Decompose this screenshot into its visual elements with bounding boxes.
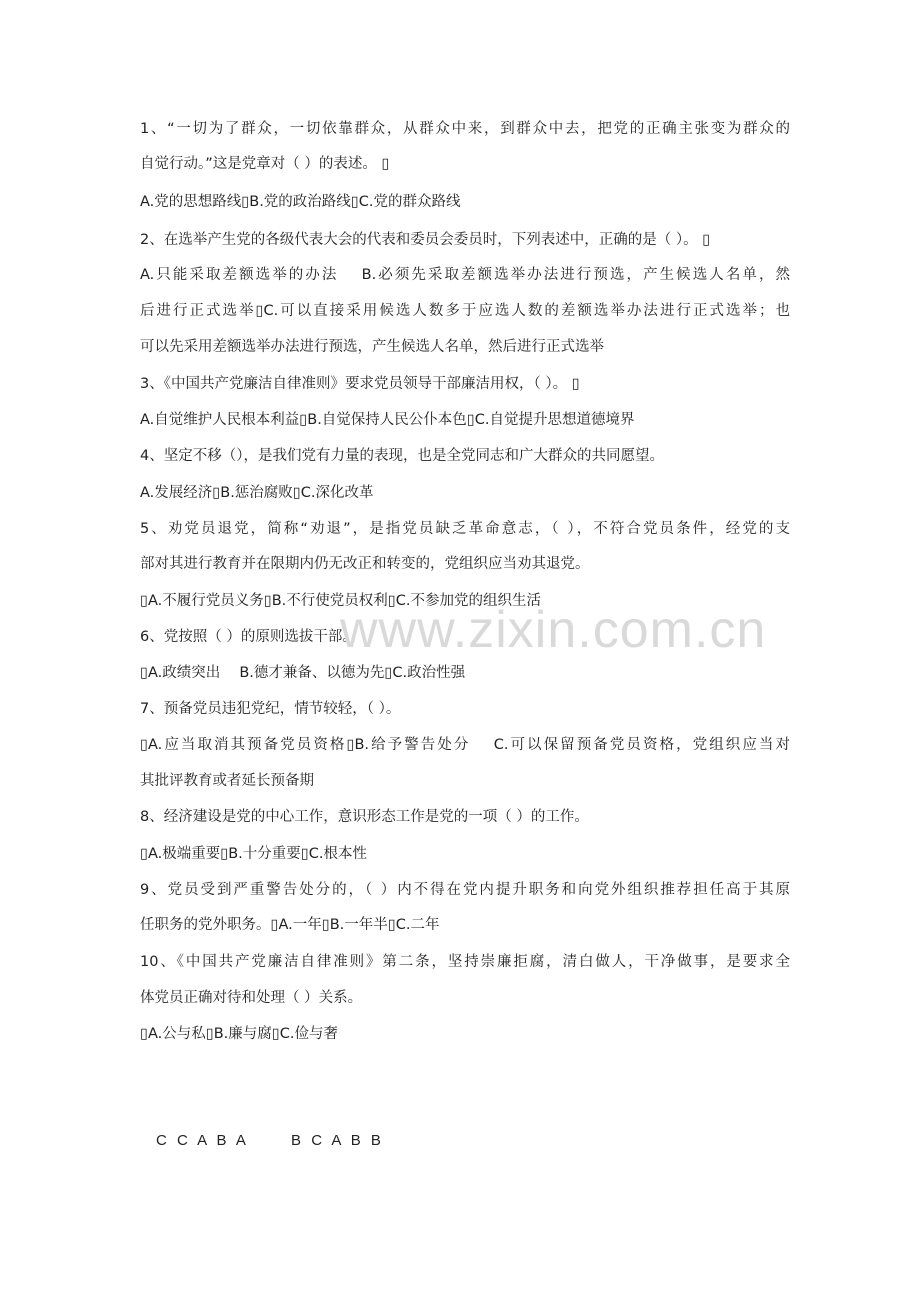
question-text: 5、劝党员退党，简称“劝退”，是指党员缺乏革命意志，（ ），不符合党员条件，经党的支 bbox=[140, 521, 790, 537]
question-text: 1、“一切为了群众，一切依靠群众，从群众中来，到群众中去，把党的正确主张变为群众的 bbox=[140, 121, 790, 137]
watermark: www.zixin.com.cn bbox=[340, 601, 767, 659]
question-text: 8、经济建设是党的中心工作，意识形态工作是党的一项（ ）的工作。 bbox=[140, 809, 589, 825]
question-text: 6、党按照（ ）的原则选拔干部。 bbox=[140, 629, 357, 645]
answer-options: A.发展经济▯B.惩治腐败▯C.深化改革 bbox=[140, 485, 374, 501]
question-text: 部对其进行教育并在限期内仍无改正和转变的，党组织应当劝其退党。 bbox=[140, 556, 590, 572]
question-text: 7、预备党员违犯党纪，情节较轻，（ ）。 bbox=[140, 701, 401, 717]
answer-options: 其批评教育或者延长预备期 bbox=[140, 773, 314, 789]
question-text: 4、坚定不移（），是我们党有力量的表现，也是全党同志和广大群众的共同愿望。 bbox=[140, 448, 664, 464]
question-text: 10、《中国共产党廉洁自律准则》第二条，坚持崇廉拒腐，清白做人，干净做事，是要求全 bbox=[140, 954, 790, 970]
answer-key: C C A B A B C A B B bbox=[156, 1132, 384, 1149]
answer-options: ▯A.公与私▯B.廉与腐▯C.俭与奢 bbox=[140, 1026, 339, 1042]
question-text: 任职务的党外职务。▯A.一年▯B.一年半▯C.二年 bbox=[140, 917, 440, 933]
answer-options: ▯A.政绩突出 B.德才兼备、以德为先▯C.政治性强 bbox=[140, 665, 466, 681]
answer-options: A.党的思想路线▯B.党的政治路线▯C.党的群众路线 bbox=[140, 194, 461, 210]
question-text: 3、《中国共产党廉洁自律准则》要求党员领导干部廉洁用权，（ ）。 ▯ bbox=[140, 376, 580, 392]
question-text: 自觉行动。”这是党章对（ ）的表述。 ▯ bbox=[140, 156, 390, 172]
answer-options: A.自觉维护人民根本利益▯B.自觉保持人民公仆本色▯C.自觉提升思想道德境界 bbox=[140, 412, 635, 428]
answer-options: ▯A.不履行党员义务▯B.不行使党员权利▯C.不参加党的组织生活 bbox=[140, 593, 541, 609]
answer-options: 后进行正式选举▯C.可以直接采用候选人数多于应选人数的差额选举办法进行正式选举；也 bbox=[140, 303, 790, 319]
answer-options: 可以先采用差额选举办法进行预选，产生候选人名单，然后进行正式选举 bbox=[140, 339, 604, 355]
question-text: 体党员正确对待和处理（ ）关系。 bbox=[140, 990, 363, 1006]
question-text: 9、党员受到严重警告处分的，（ ）内不得在党内提升职务和向党外组织推荐担任高于其原 bbox=[140, 882, 790, 898]
question-text: 2、在选举产生党的各级代表大会的代表和委员会委员时，下列表述中，正确的是（ ）。 ▯ bbox=[140, 232, 711, 248]
answer-options: ▯A.应当取消其预备党员资格▯B.给予警告处分 C.可以保留预备党员资格，党组织应当对 bbox=[140, 737, 790, 753]
answer-options: A.只能采取差额选举的办法 B.必须先采取差额选举办法进行预选，产生候选人名单，然 bbox=[140, 267, 790, 283]
answer-options: ▯A.极端重要▯B.十分重要▯C.根本性 bbox=[140, 846, 368, 862]
